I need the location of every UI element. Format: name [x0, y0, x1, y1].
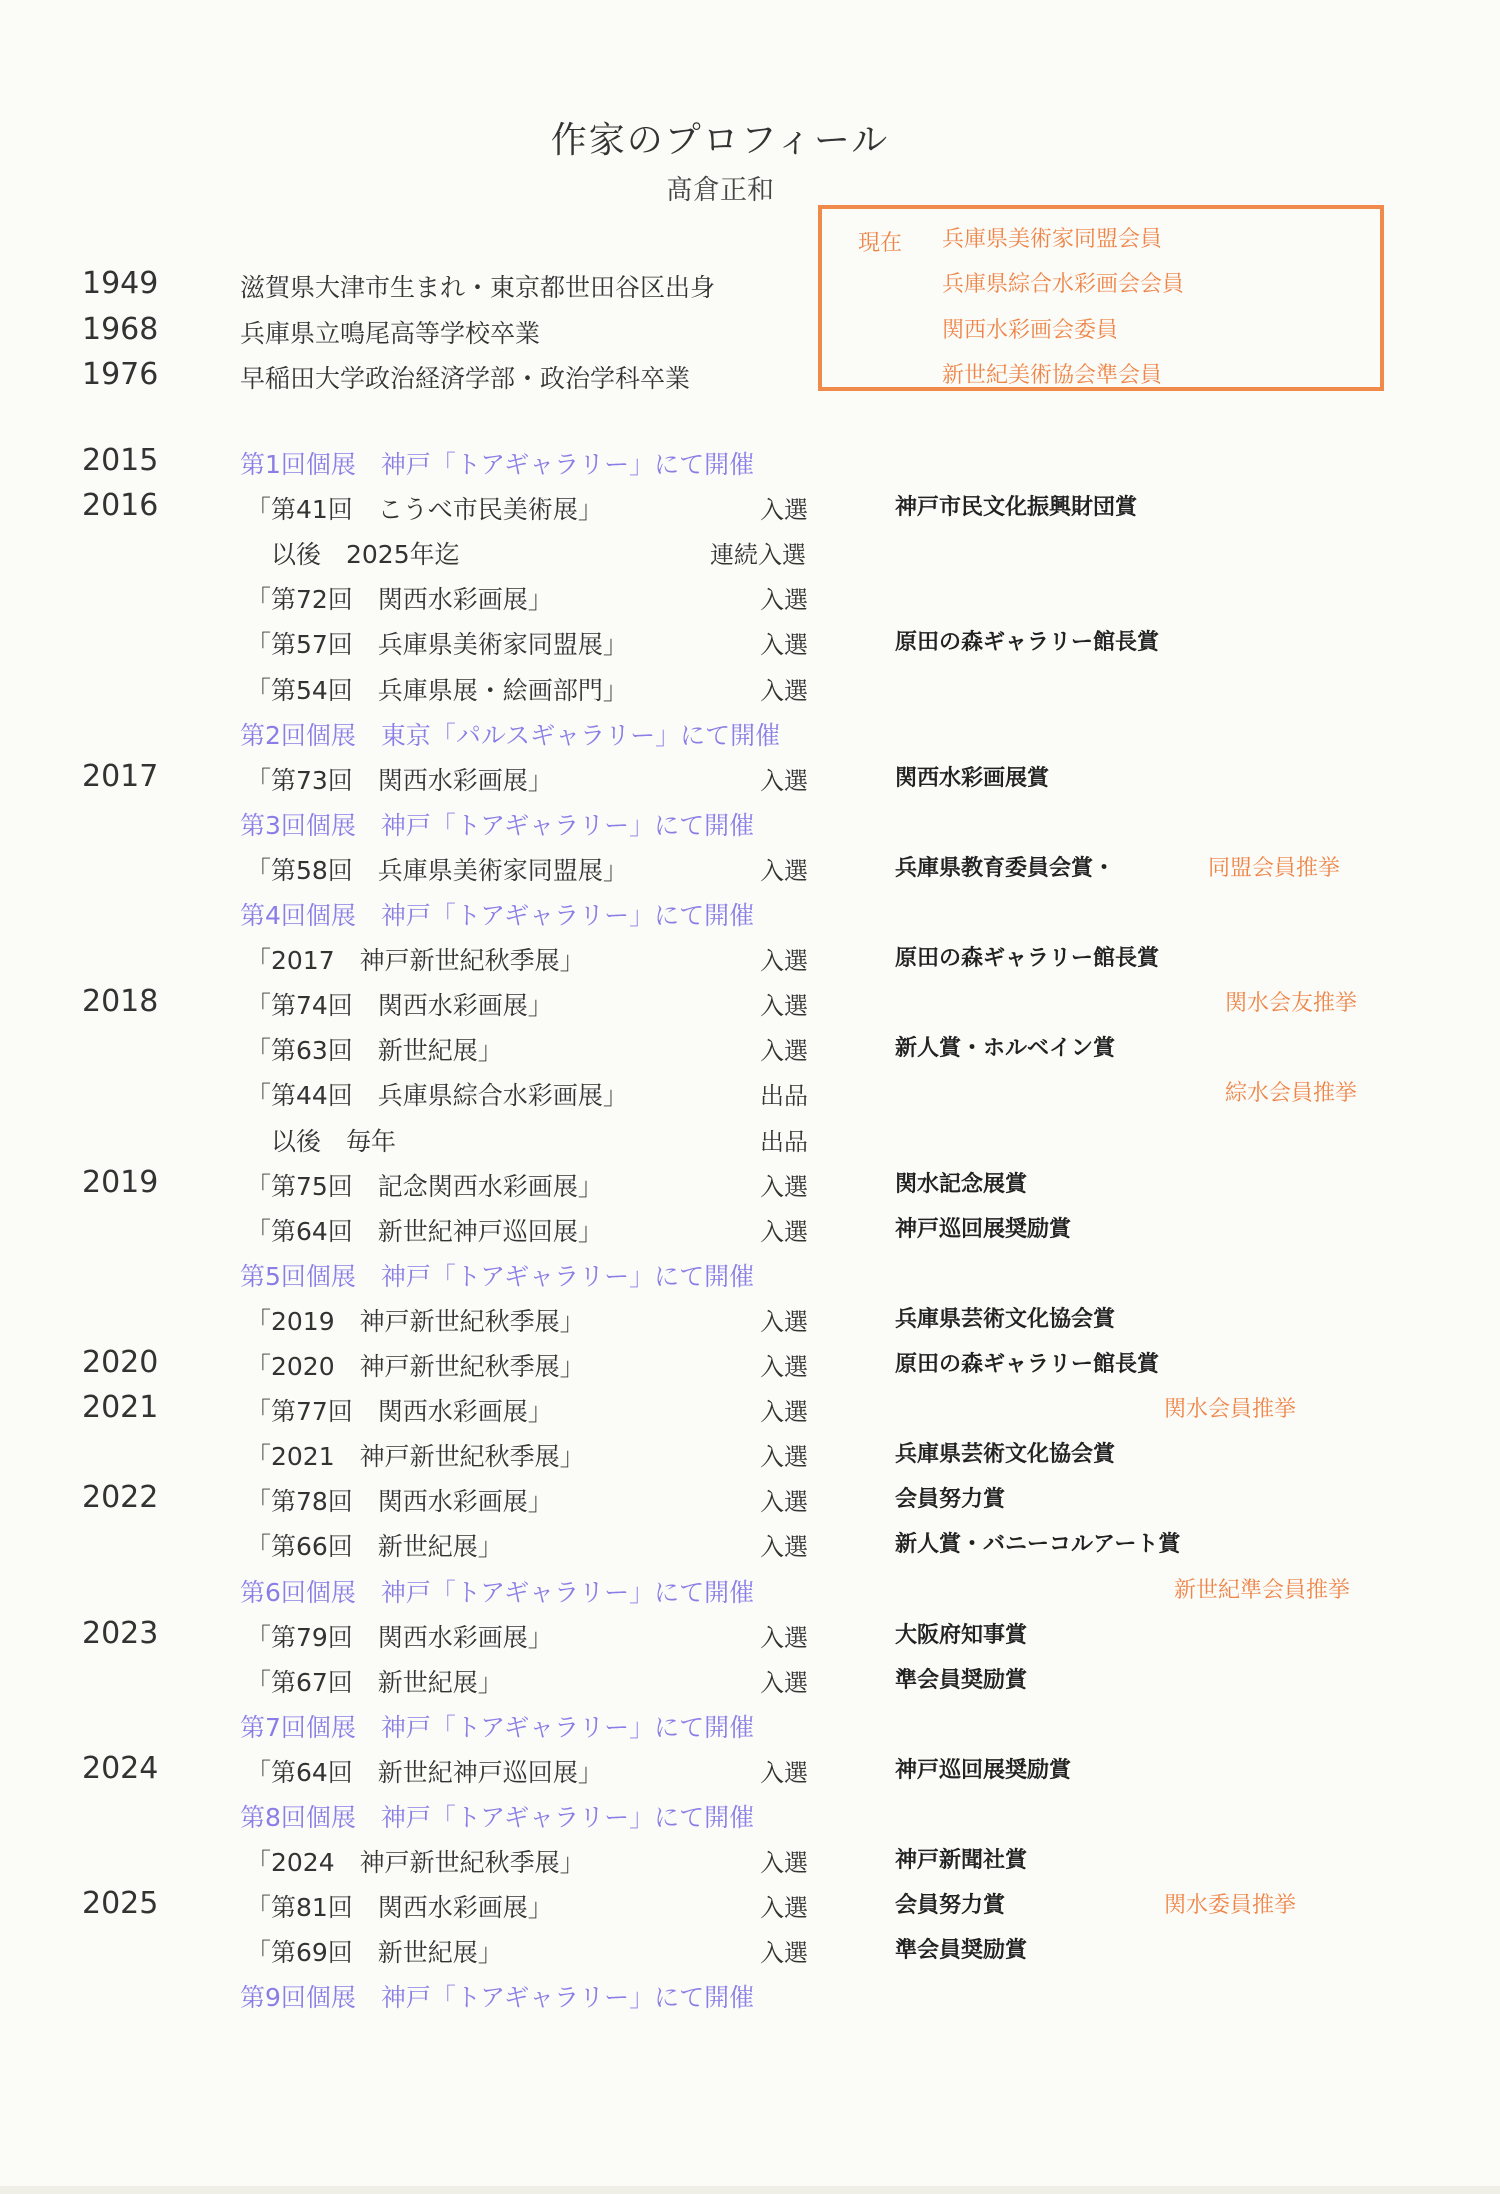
current-label: 現在	[858, 231, 903, 256]
bio-text: 兵庫県立鳴尾高等学校卒業	[240, 319, 541, 348]
award-name: 関水記念展賞	[895, 1172, 1028, 1197]
exhibition-result: 入選	[760, 1037, 808, 1065]
exhibition-result: 入選	[760, 1849, 808, 1877]
recommendation: 関水会員推挙	[1164, 1397, 1297, 1422]
recommendation: 新世紀準会員推挙	[1174, 1578, 1351, 1603]
history-year: 2021	[82, 1390, 159, 1425]
recommendation: 同盟会員推挙	[1208, 856, 1341, 881]
exhibition-name: 「第78回 関西水彩画展」	[246, 1487, 553, 1516]
membership-item: 兵庫県綜合水彩画会会員	[942, 272, 1185, 297]
exhibition-result: 入選	[760, 992, 808, 1020]
award-name: 会員努力賞	[895, 1893, 1006, 1918]
award-name: 兵庫県芸術文化協会賞	[895, 1307, 1116, 1332]
bio-year: 1976	[82, 357, 159, 392]
award-name: 新人賞・ホルベイン賞	[895, 1036, 1116, 1061]
page-title: 作家のプロフィール	[550, 120, 890, 161]
history-year: 2020	[82, 1345, 159, 1380]
membership-item: 新世紀美術協会準会員	[942, 363, 1163, 388]
solo-exhibition: 第6回個展 神戸「トアギャラリー」にて開催	[240, 1578, 755, 1607]
history-row	[0, 1480, 1500, 1524]
award-name: 兵庫県教育委員会賞・	[895, 856, 1116, 881]
exhibition-name: 「2021 神戸新世紀秋季展」	[246, 1442, 585, 1471]
membership-item: 関西水彩画会委員	[942, 318, 1119, 343]
exhibition-result: 連続入選	[710, 541, 806, 569]
exhibition-result: 入選	[760, 677, 808, 705]
bio-row	[0, 266, 1500, 310]
bio-row	[0, 312, 1500, 356]
exhibition-result: 入選	[760, 1624, 808, 1652]
solo-exhibition: 第8回個展 神戸「トアギャラリー」にて開催	[240, 1803, 755, 1832]
exhibition-result: 入選	[760, 586, 808, 614]
award-name: 神戸新聞社賞	[895, 1848, 1028, 1873]
exhibition-result: 入選	[760, 1894, 808, 1922]
bio-row	[0, 357, 1500, 401]
page-bottom-edge	[0, 2186, 1500, 2194]
history-year: 2022	[82, 1480, 159, 1515]
exhibition-result: 入選	[760, 1173, 808, 1201]
award-name: 準会員奨励賞	[895, 1668, 1028, 1693]
exhibition-result: 出品	[760, 1128, 808, 1156]
history-row	[0, 623, 1500, 667]
bio-year: 1968	[82, 312, 159, 347]
bio-text: 滋賀県大津市生まれ・東京都世田谷区出身	[240, 273, 716, 302]
exhibition-name: 「第63回 新世紀展」	[246, 1036, 503, 1065]
history-row	[0, 1841, 1500, 1885]
exhibition-result: 入選	[760, 857, 808, 885]
history-row	[0, 1345, 1500, 1389]
history-row	[0, 1886, 1500, 1930]
history-row	[0, 1571, 1500, 1615]
history-row	[0, 849, 1500, 893]
exhibition-name: 「第72回 関西水彩画展」	[246, 585, 553, 614]
exhibition-result: 入選	[760, 1308, 808, 1336]
exhibition-name: 「2024 神戸新世紀秋季展」	[246, 1848, 585, 1877]
history-year: 2015	[82, 443, 159, 478]
exhibition-name: 「第41回 こうべ市民美術展」	[246, 495, 603, 524]
exhibition-name: 「第66回 新世紀展」	[246, 1532, 503, 1561]
history-row	[0, 1661, 1500, 1705]
bio-year: 1949	[82, 266, 159, 301]
history-row	[0, 1796, 1500, 1840]
history-row	[0, 804, 1500, 848]
history-row	[0, 1255, 1500, 1299]
solo-exhibition: 第5回個展 神戸「トアギャラリー」にて開催	[240, 1262, 755, 1291]
award-name: 準会員奨励賞	[895, 1938, 1028, 1963]
history-year: 2018	[82, 984, 159, 1019]
exhibition-name: 「第75回 記念関西水彩画展」	[246, 1172, 603, 1201]
award-name: 神戸巡回展奨励賞	[895, 1217, 1072, 1242]
award-name: 原田の森ギャラリー館長賞	[895, 946, 1160, 971]
history-row	[0, 1976, 1500, 2020]
award-name: 大阪府知事賞	[895, 1623, 1028, 1648]
exhibition-name: 「第77回 関西水彩画展」	[246, 1397, 553, 1426]
solo-exhibition: 第1回個展 神戸「トアギャラリー」にて開催	[240, 450, 755, 479]
exhibition-name: 「第57回 兵庫県美術家同盟展」	[246, 630, 628, 659]
membership-item: 兵庫県美術家同盟会員	[942, 227, 1163, 252]
exhibition-result: 入選	[760, 496, 808, 524]
history-row	[0, 578, 1500, 622]
history-row	[0, 1706, 1500, 1750]
history-year: 2024	[82, 1751, 159, 1786]
award-name: 神戸市民文化振興財団賞	[895, 495, 1138, 520]
exhibition-name: 「第69回 新世紀展」	[246, 1938, 503, 1967]
bio-text: 早稲田大学政治経済学部・政治学科卒業	[240, 364, 691, 393]
award-name: 原田の森ギャラリー館長賞	[895, 1352, 1160, 1377]
award-name: 原田の森ギャラリー館長賞	[895, 630, 1160, 655]
author-name: 髙倉正和	[666, 175, 774, 206]
solo-exhibition: 第3回個展 神戸「トアギャラリー」にて開催	[240, 811, 755, 840]
recommendation: 関水委員推挙	[1164, 1893, 1297, 1918]
history-row	[0, 1616, 1500, 1660]
exhibition-result: 入選	[760, 1939, 808, 1967]
exhibition-result: 入選	[760, 1488, 808, 1516]
history-year: 2025	[82, 1886, 159, 1921]
solo-exhibition: 第7回個展 神戸「トアギャラリー」にて開催	[240, 1713, 755, 1742]
exhibition-name: 以後 2025年迄	[246, 540, 460, 569]
history-row	[0, 488, 1500, 532]
exhibition-result: 入選	[760, 1398, 808, 1426]
exhibition-name: 「第79回 関西水彩画展」	[246, 1623, 553, 1652]
history-year: 2023	[82, 1616, 159, 1651]
exhibition-name: 「第67回 新世紀展」	[246, 1668, 503, 1697]
exhibition-name: 「2020 神戸新世紀秋季展」	[246, 1352, 585, 1381]
history-row	[0, 669, 1500, 713]
history-row	[0, 1525, 1500, 1569]
exhibition-result: 入選	[760, 1759, 808, 1787]
history-row	[0, 1120, 1500, 1164]
history-row	[0, 714, 1500, 758]
exhibition-result: 出品	[760, 1082, 808, 1110]
exhibition-result: 入選	[760, 1533, 808, 1561]
history-row	[0, 984, 1500, 1028]
history-row	[0, 1931, 1500, 1975]
exhibition-name: 「2019 神戸新世紀秋季展」	[246, 1307, 585, 1336]
exhibition-result: 入選	[760, 947, 808, 975]
exhibition-name: 以後 毎年	[246, 1127, 397, 1156]
recommendation: 綜水会員推挙	[1225, 1081, 1358, 1106]
solo-exhibition: 第2回個展 東京「パルスギャラリー」にて開催	[240, 721, 781, 750]
exhibition-name: 「第64回 新世紀神戸巡回展」	[246, 1217, 603, 1246]
exhibition-result: 入選	[760, 1353, 808, 1381]
award-name: 関西水彩画展賞	[895, 766, 1050, 791]
award-name: 新人賞・バニーコルアート賞	[895, 1532, 1181, 1557]
history-row	[0, 1074, 1500, 1118]
history-row	[0, 759, 1500, 803]
history-row	[0, 1029, 1500, 1073]
award-name: 会員努力賞	[895, 1487, 1006, 1512]
exhibition-result: 入選	[760, 1218, 808, 1246]
exhibition-name: 「第73回 関西水彩画展」	[246, 766, 553, 795]
history-row	[0, 1210, 1500, 1254]
exhibition-name: 「第54回 兵庫県展・絵画部門」	[246, 676, 628, 705]
exhibition-name: 「第58回 兵庫県美術家同盟展」	[246, 856, 628, 885]
history-row	[0, 1300, 1500, 1344]
history-row	[0, 533, 1500, 577]
history-year: 2019	[82, 1165, 159, 1200]
history-row	[0, 1165, 1500, 1209]
history-year: 2016	[82, 488, 159, 523]
exhibition-result: 入選	[760, 767, 808, 795]
history-row	[0, 894, 1500, 938]
history-row	[0, 939, 1500, 983]
exhibition-name: 「2017 神戸新世紀秋季展」	[246, 946, 585, 975]
history-row	[0, 1390, 1500, 1434]
history-row	[0, 1751, 1500, 1795]
award-name: 兵庫県芸術文化協会賞	[895, 1442, 1116, 1467]
exhibition-result: 入選	[760, 631, 808, 659]
exhibition-name: 「第74回 関西水彩画展」	[246, 991, 553, 1020]
exhibition-name: 「第44回 兵庫県綜合水彩画展」	[246, 1081, 628, 1110]
exhibition-result: 入選	[760, 1443, 808, 1471]
solo-exhibition: 第4回個展 神戸「トアギャラリー」にて開催	[240, 901, 755, 930]
solo-exhibition: 第9回個展 神戸「トアギャラリー」にて開催	[240, 1983, 755, 2012]
exhibition-name: 「第81回 関西水彩画展」	[246, 1893, 553, 1922]
history-row	[0, 443, 1500, 487]
award-name: 神戸巡回展奨励賞	[895, 1758, 1072, 1783]
history-row	[0, 1435, 1500, 1479]
history-year: 2017	[82, 759, 159, 794]
recommendation: 関水会友推挙	[1225, 991, 1358, 1016]
exhibition-result: 入選	[760, 1669, 808, 1697]
exhibition-name: 「第64回 新世紀神戸巡回展」	[246, 1758, 603, 1787]
